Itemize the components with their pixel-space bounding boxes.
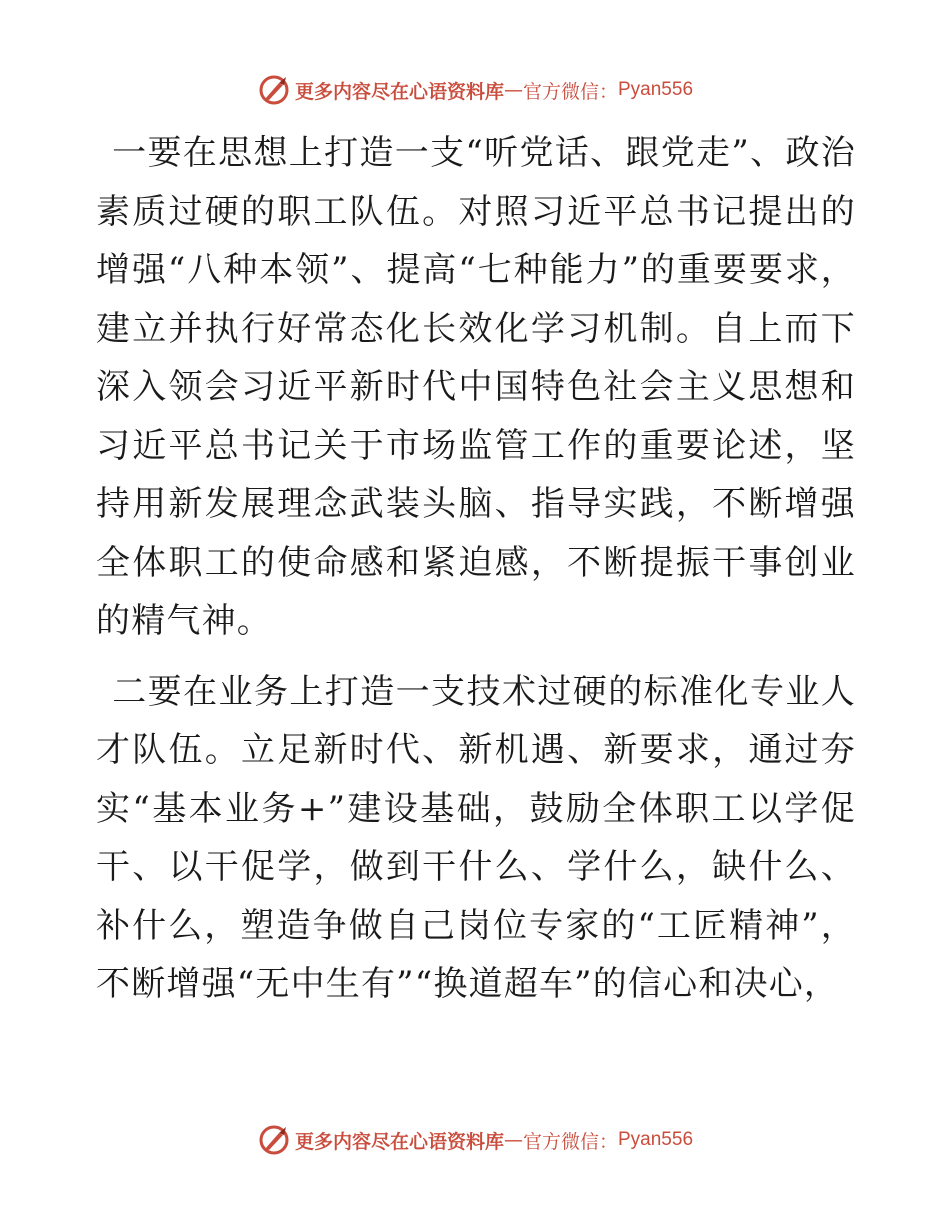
wechat-id: Pyan556 <box>618 79 694 100</box>
paragraph-2 <box>96 663 856 1014</box>
quill-pen-circle-icon <box>257 73 291 107</box>
site-name: 更多内容尽在心语资料库 <box>294 80 504 103</box>
footer-banner <box>0 1120 950 1160</box>
wechat-label: 官方微信： <box>522 80 618 103</box>
banner-dash: — <box>503 1129 523 1151</box>
site-name: 更多内容尽在心语资料库 <box>294 1130 504 1153</box>
paragraph-2-text: 二要在业务上打造一支技术过硬的标准化专业人才队伍。立足新时代、新机遇、新要求，通过夯实“基本业务+”建设基础，鼓励全体职工以学促干、以干促学，做到干什么、学什么，缺什么、补什么，塑造争做自己岗位专家的“工匠精神”，不断增强“无中生有”“换道超车”的信心和决心， <box>96 671 856 1004</box>
banner-dash: — <box>503 79 523 101</box>
wechat-id: Pyan556 <box>618 1129 694 1150</box>
paragraph-1 <box>96 124 856 651</box>
quill-pen-circle-icon <box>257 1123 291 1157</box>
header-banner <box>0 70 950 110</box>
document-body <box>96 124 856 1014</box>
paragraph-1-text: 一要在思想上打造一支“听党话、跟党走”、政治素质过硬的职工队伍。对照习近平总书记提出的增强“八种本领”、提高“七种能力”的重要要求，建立并执行好常态化长效化学习机制。自上而下深入领会习近平新时代中国特色社会主义思想和习近平总书记关于市场监管工作的重要论述，坚持用新发展理念武装头脑、指导实践，不断增强全体职工的使命感和紧迫感，不断提振干事创业的精气神。 <box>96 133 856 641</box>
wechat-label: 官方微信： <box>522 1130 618 1153</box>
